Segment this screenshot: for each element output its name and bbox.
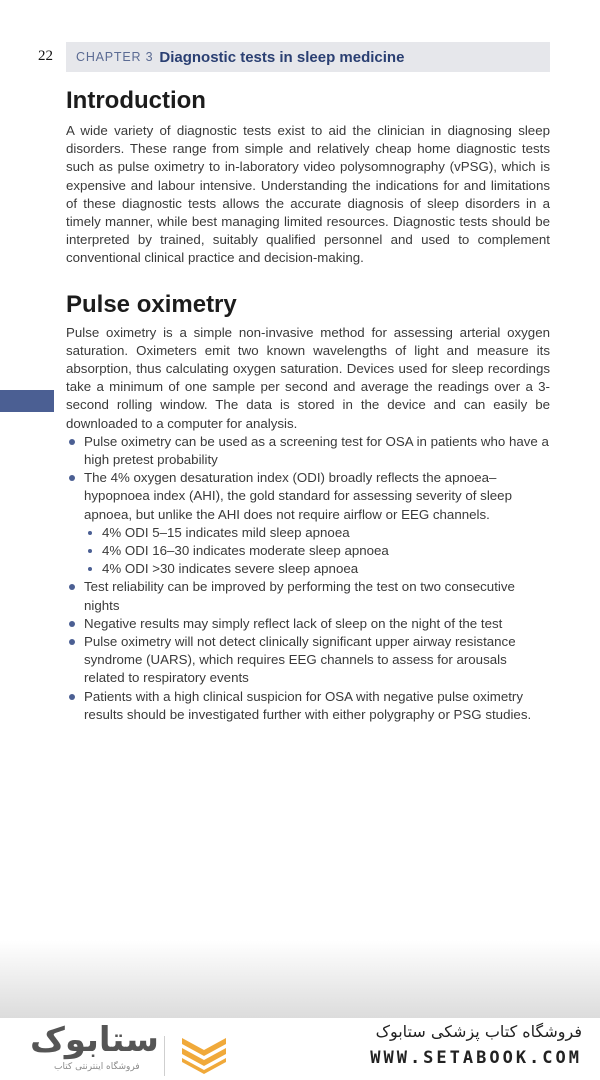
- shop-name: فروشگاه کتاب پزشکی ستابوک: [375, 1022, 582, 1041]
- chapter-title: Diagnostic tests in sleep medicine: [159, 48, 405, 66]
- sub-bullet-item: 4% ODI >30 indicates severe sleep apnoea: [84, 560, 550, 578]
- page-bottom-shadow: [0, 940, 600, 1018]
- chapter-label: CHAPTER 3: [76, 50, 154, 64]
- pulse-oximetry-bullet-list: [66, 433, 550, 724]
- page-number: 22: [38, 48, 53, 64]
- bullet-item: [66, 433, 550, 469]
- page-content: [66, 86, 550, 724]
- odi-severity-sub-list: [84, 524, 550, 579]
- bullet-text: The 4% oxygen desaturation index (ODI) broadly reflects the apnoea–hypopnoea index (AHI), the gold standard for assessing severity of sleep apnoea, but unlike the AHI does not require airflow or EEG channels.: [84, 470, 512, 522]
- bullet-item: Negative results may simply reflect lack of sleep on the night of the test: [66, 615, 550, 633]
- bullet-item: Test reliability can be improved by performing the test on two consecutive nights: [66, 578, 550, 614]
- bullet-item: Patients with a high clinical suspicion for OSA with negative pulse oximetry results should be investigated further with either polygraphy or PSG studies.: [66, 688, 550, 724]
- side-thumb-tab: [0, 390, 54, 412]
- chapter-header-bar: [66, 42, 550, 72]
- bullet-item: Pulse oximetry will not detect clinically significant upper airway resistance syndrome (UARS), which requires EEG channels to assess for arousals related to respiratory events: [66, 633, 550, 688]
- introduction-paragraph: A wide variety of diagnostic tests exist to aid the clinician in diagnosing sleep disorders. These range from simple and relatively cheap home diagnostic tests such as pulse oximetry to in-laboratory video polysomnography (vPSG), which is expensive and labour intensive. Understanding the indications for and limitations of these diagnostic tests allows the accurate diagnosis of sleep disorders in a timely manner, while best managing limited resources. Diagnostic tests should be interpreted by trained, suitably qualified personnel and used to complement conventional clinical practice and decision-making.: [66, 123, 550, 266]
- sub-bullet-item: 4% ODI 16–30 indicates moderate sleep apnoea: [84, 542, 550, 560]
- brand-logo-text: ستابوک: [30, 1020, 159, 1060]
- pulse-oximetry-paragraph: Pulse oximetry is a simple non-invasive method for assessing arterial oxygen saturation. Oximeters emit two known wavelengths of light and measure its absorption, thus calculating oxygen saturation. Devices used for sleep recordings take a minimum of one sample per second and average the readings over a 3-second rolling window. The data is stored in the device and can easily be downloaded to a computer for analysis.: [66, 324, 550, 431]
- shop-url: WWW.SETABOOK.COM: [370, 1048, 582, 1068]
- pulse-oximetry-heading: Pulse oximetry: [66, 290, 237, 318]
- bullet-text: Pulse oximetry can be used as a screening test for OSA in patients who have a high pretest probability: [84, 433, 549, 468]
- logo-divider: [164, 1036, 165, 1076]
- book-stack-icon: [178, 1034, 230, 1074]
- sub-bullet-item: 4% ODI 5–15 indicates mild sleep apnoea: [84, 524, 550, 542]
- introduction-heading: Introduction: [66, 87, 206, 114]
- brand-tagline: فروشگاه اینترنتی کتاب: [54, 1062, 140, 1072]
- bullet-item: [66, 469, 550, 578]
